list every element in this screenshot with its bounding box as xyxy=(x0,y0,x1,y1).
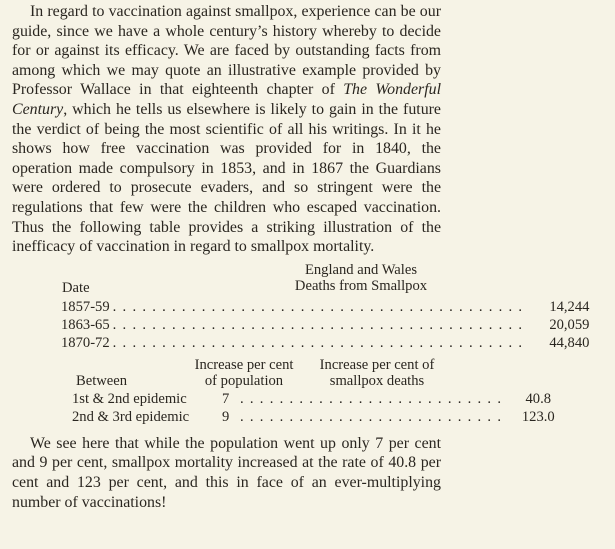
row-deaths: 44,840 xyxy=(549,334,590,351)
between-column-header: Between xyxy=(76,372,128,389)
leader-dots: . . . . . . . . . . . . . . . . . . . . . . . . . . . xyxy=(240,390,503,407)
leader-dots: . . . . . . . . . . . . . . . . . . . . . . . . . . . . . . . . . . . . . . . . . . xyxy=(112,316,524,333)
row-date: 1863-65 xyxy=(61,316,110,333)
table-row xyxy=(61,298,590,316)
row-epidemic-label: 2nd & 3rd epidemic xyxy=(72,408,190,425)
table-row xyxy=(61,316,590,334)
deaths-increase-header-line1: Increase per cent of xyxy=(319,356,435,373)
row-deaths-increase: 40.8 xyxy=(525,390,552,407)
table-row xyxy=(72,408,555,426)
deaths-increase-header-line2: smallpox deaths xyxy=(329,372,425,389)
row-epidemic-label: 1st & 2nd epidemic xyxy=(72,390,187,407)
paragraph-vaccination-history xyxy=(12,2,441,257)
leader-dots: . . . . . . . . . . . . . . . . . . . . . . . . . . . xyxy=(240,408,503,425)
row-deaths-increase: 123.0 xyxy=(521,408,555,425)
paragraph-text-part1: In regard to vaccination against smallpox, experience can be our guide, since we have a whole century’s history whereby to decide for or against its efficacy. We are faced by outstanding facts from among which we may quote an illustrative example provided by Professor Wallace in that eighteenth chapter of xyxy=(12,3,441,99)
table-row xyxy=(72,390,552,408)
deaths-header-line1: England and Wales xyxy=(304,261,418,278)
table-row xyxy=(61,334,590,352)
book-title: The Wonderful Century xyxy=(12,81,441,118)
paragraph-conclusion xyxy=(12,434,441,512)
leader-dots: . . . . . . . . . . . . . . . . . . . . . . . . . . . . . . . . . . . . . . . . . . xyxy=(112,298,524,315)
row-deaths: 20,059 xyxy=(549,316,590,333)
increase-comparison-table xyxy=(12,356,555,427)
row-population-increase: 9 xyxy=(222,408,230,425)
smallpox-deaths-table xyxy=(12,259,590,357)
row-population-increase: 7 xyxy=(222,390,230,407)
deaths-header-line2: Deaths from Smallpox xyxy=(294,277,428,294)
date-column-header: Date xyxy=(62,279,90,296)
deaths-increase-column-header xyxy=(302,357,452,389)
population-column-header xyxy=(184,357,304,389)
row-deaths: 14,244 xyxy=(549,298,590,315)
population-header-line1: Increase per cent xyxy=(194,356,294,373)
row-date: 1857-59 xyxy=(61,298,110,315)
leader-dots: . . . . . . . . . . . . . . . . . . . . . . . . . . . . . . . . . . . . . . . . . . xyxy=(112,334,524,351)
paragraph-text-part2: , which he tells us elsewhere is likely to gain in the future the verdict of being the most scientific of all his writings. In it he shows how free vaccination was provided for in 1840, the operation made compulsory in 1853, and in 1867 the Guardians were ordered to prosecute evaders, and so stringent were the regulations that few were the children who escaped vaccination. Thus the following table provides a striking illustration of the inefficacy of vaccination in regard to smallpox mortality. xyxy=(12,100,441,256)
row-date: 1870-72 xyxy=(61,334,110,351)
conclusion-text: We see here that while the population went up only 7 per cent and 9 per cent, smallpox mortality increased at the rate of 40.8 per cent and 123 per cent, and this in face of an ever-multiplying number of vaccinations! xyxy=(12,434,441,511)
deaths-column-header xyxy=(281,262,441,294)
population-header-line2: of population xyxy=(204,372,284,389)
